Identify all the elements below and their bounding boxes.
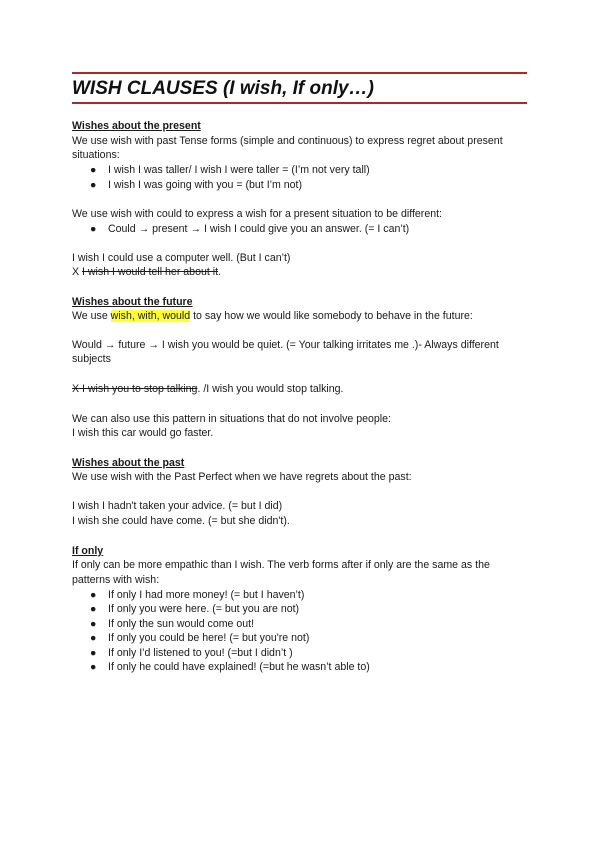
bullet-icon: ● [90, 589, 97, 601]
list-item: ● If only you could be here! (= but you're not) [90, 632, 310, 644]
pattern-example: I wish this car would go faster. [72, 427, 214, 439]
bullet-icon: ● [90, 661, 97, 673]
future-heading: Wishes about the future [72, 296, 193, 308]
list-item: ● If only I’d listened to you! (=but I didn’t ) [90, 647, 293, 659]
would-line2: subjects [72, 353, 111, 365]
bullet-icon: ● [90, 632, 97, 644]
ifonly-intro-line1: If only can be more empathic than I wish. The verb forms after if only are the same as the [72, 559, 490, 571]
past-intro: We use wish with the Past Perfect when we have regrets about the past: [72, 471, 412, 483]
list-item: ● If only I had more money! (= but I haven’t) [90, 589, 305, 601]
bullet-icon: ● [90, 223, 97, 235]
present-heading: Wishes about the present [72, 120, 201, 132]
bullet-icon: ● [90, 179, 97, 191]
highlighted-text: wish, with, would [110, 310, 191, 322]
list-item: ● I wish I was going with you = (but I’m not) [90, 179, 303, 191]
top-rule [72, 72, 527, 74]
pattern-line: We can also use this pattern in situations that do not involve people: [72, 413, 391, 425]
present-wrong-example: X I wish I would tell her about it. [72, 266, 221, 278]
bullet-icon: ● [90, 647, 97, 659]
ifonly-intro-line2: patterns with wish: [72, 574, 160, 586]
present-intro-line2: situations: [72, 149, 120, 161]
list-item: ● I wish I was taller/ I wish I were taller = (I’m not very tall) [90, 164, 370, 176]
bullet-icon: ● [90, 164, 97, 176]
bottom-rule [72, 102, 527, 104]
list-item: ● If only the sun would come out! [90, 618, 255, 630]
future-intro: We use wish, with, would to say how we would like somebody to behave in the future: [72, 310, 473, 322]
past-example: I wish she could have come. (= but she didn't). [72, 515, 290, 527]
present-intro-line1: We use wish with past Tense forms (simple and continuous) to express regret about present [72, 135, 503, 147]
future-wrong-example: X I wish you to stop talking. /I wish you would stop talking. [72, 383, 344, 395]
list-item: ● Could → present → I wish I could give you an answer. (= I can’t) [90, 223, 410, 235]
could-intro: We use wish with could to express a wish for a present situation to be different: [72, 208, 442, 220]
past-example: I wish I hadn't taken your advice. (= but I did) [72, 500, 283, 512]
present-example: I wish I could use a computer well. (But I can’t) [72, 252, 291, 264]
bullet-icon: ● [90, 618, 97, 630]
list-item: ● If only you were here. (= but you are not) [90, 603, 300, 615]
page-title: WISH CLAUSES (I wish, If only…) [72, 78, 374, 99]
ifonly-heading: If only [72, 545, 104, 557]
bullet-icon: ● [90, 603, 97, 615]
past-heading: Wishes about the past [72, 457, 185, 469]
list-item: ● If only he could have explained! (=but he wasn’t able to) [90, 661, 370, 673]
would-line1: Would → future → I wish you would be quiet. (= Your talking irritates me .)- Always different [72, 339, 499, 351]
